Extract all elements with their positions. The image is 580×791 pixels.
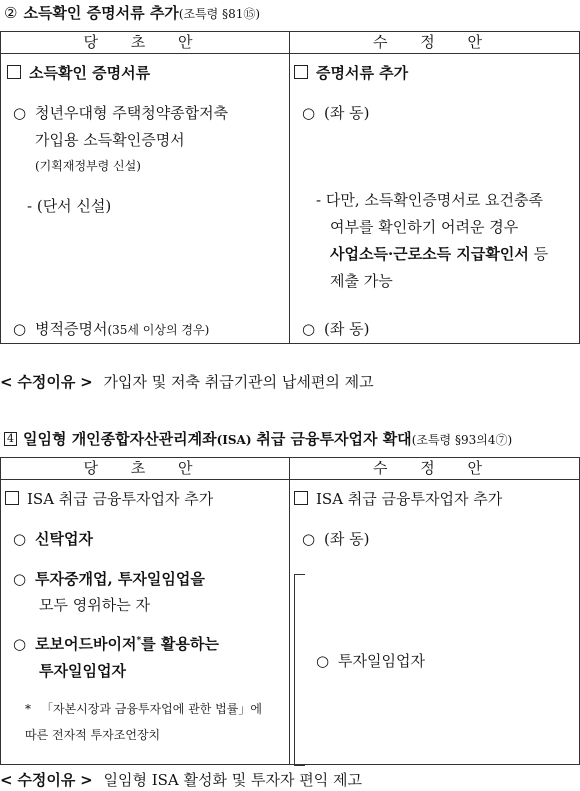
angle-left-icon: < bbox=[0, 771, 13, 789]
section2-right-heading: ISA 취급 금융투자업자 추가 bbox=[294, 488, 502, 509]
section1-right-item2-line4: 제출 가능 bbox=[330, 272, 393, 290]
section1-left-heading: 소득확인 증명서류 bbox=[7, 62, 150, 83]
section2-left-item3-line2: 투자일임업자 bbox=[39, 662, 126, 680]
section2-title-text: 일임형 개인종합자산관리계좌 bbox=[23, 430, 217, 448]
angle-right-icon: > bbox=[80, 771, 93, 789]
section2-ref: (조특령 §93의4⑦) bbox=[411, 433, 513, 447]
section2-reason-text: 일임형 ISA 활성화 및 투자자 편익 제고 bbox=[103, 771, 362, 789]
section1-ref: (조특령 §81⑮) bbox=[178, 7, 261, 21]
section2-left-item2-line2: 모두 영위하는 자 bbox=[39, 596, 150, 614]
section1-left-item3: ○ 병적증명서(35세 이상의 경우) bbox=[13, 320, 210, 338]
section1-col-right: 수 정 안 bbox=[290, 32, 580, 54]
checkbox-square-icon bbox=[294, 65, 308, 79]
section2-col-right: 수 정 안 bbox=[290, 458, 580, 480]
section1-reason-text: 가입자 및 저축 취급기관의 납세편의 제고 bbox=[103, 373, 374, 391]
section1-right-item1: ○ (좌 동) bbox=[302, 104, 370, 122]
section1-reason bbox=[0, 371, 374, 392]
section2-reason bbox=[0, 769, 362, 790]
section2-number: 4 bbox=[4, 432, 17, 446]
section2-reason-label: 수정이유 bbox=[17, 771, 76, 789]
section1-col-left: 당 초 안 bbox=[1, 32, 290, 54]
bullet-circle-icon: ○ bbox=[302, 530, 316, 548]
bracket-icon bbox=[294, 574, 305, 766]
section1-table bbox=[0, 31, 580, 344]
checkbox-square-icon bbox=[5, 491, 19, 505]
bullet-circle-icon: ○ bbox=[13, 530, 27, 548]
checkbox-square-icon bbox=[7, 65, 21, 79]
section2-title bbox=[4, 428, 512, 449]
section2-right-item1: ○ (좌 동) bbox=[302, 530, 370, 548]
section1-number: ② bbox=[4, 4, 18, 22]
section1-left-item1-line2: 가입용 소득확인증명서 bbox=[35, 131, 185, 149]
section2-left-item2: ○ 투자중개업, 투자일임업을 bbox=[13, 570, 205, 588]
section2-left-footnote-line2: 따른 전자적 투자조언장치 bbox=[25, 728, 161, 742]
section2-title-tail: 취급 금융투자업자 확대 bbox=[256, 430, 412, 448]
bullet-circle-icon: ○ bbox=[316, 652, 330, 670]
angle-right-icon: > bbox=[80, 373, 93, 391]
section1-left-item2: - (단서 신설) bbox=[27, 197, 112, 215]
section1-left-item1-note: (기획재정부령 신설) bbox=[35, 159, 141, 173]
section1-title bbox=[4, 2, 260, 23]
section1-right-item2-line2: 여부를 확인하기 어려운 경우 bbox=[330, 218, 519, 236]
section2-title-isa: (ISA) bbox=[216, 433, 252, 447]
bullet-circle-icon: ○ bbox=[302, 320, 316, 338]
bullet-circle-icon: ○ bbox=[13, 320, 27, 338]
angle-left-icon: < bbox=[0, 373, 13, 391]
section1-right-item3: ○ (좌 동) bbox=[302, 320, 370, 338]
section1-right-item2-line3: 사업소득·근로소득 지급확인서 등 bbox=[330, 245, 549, 263]
section1-title-text: 소득확인 증명서류 추가 bbox=[23, 4, 179, 22]
section2-left-heading: ISA 취급 금융투자업자 추가 bbox=[5, 488, 213, 509]
footnote-star-icon: * bbox=[25, 702, 31, 716]
bullet-circle-icon: ○ bbox=[302, 104, 316, 122]
section2-right-item2: ○ 투자일임업자 bbox=[316, 652, 425, 670]
section1-right-item2-line1: - 다만, 소득확인증명서로 요건충족 bbox=[316, 191, 544, 209]
section2-col-left: 당 초 안 bbox=[1, 458, 290, 480]
bullet-circle-icon: ○ bbox=[13, 635, 27, 653]
section1-reason-label: 수정이유 bbox=[17, 373, 76, 391]
section1-left-item1: ○ 청년우대형 주택청약종합저축 bbox=[13, 104, 229, 122]
section2-table bbox=[0, 457, 580, 765]
bullet-circle-icon: ○ bbox=[13, 104, 27, 122]
section2-left-item3: ○ 로보어드바이저*를 활용하는 bbox=[13, 635, 219, 653]
footnote-star-icon: * bbox=[136, 636, 142, 646]
section2-left-footnote: * 「자본시장과 금융투자업에 관한 법률」에 bbox=[25, 702, 262, 716]
section2-left-item1: ○ 신탁업자 bbox=[13, 530, 93, 548]
bullet-circle-icon: ○ bbox=[13, 570, 27, 588]
checkbox-square-icon bbox=[294, 491, 308, 505]
section1-right-heading: 증명서류 추가 bbox=[294, 62, 408, 83]
